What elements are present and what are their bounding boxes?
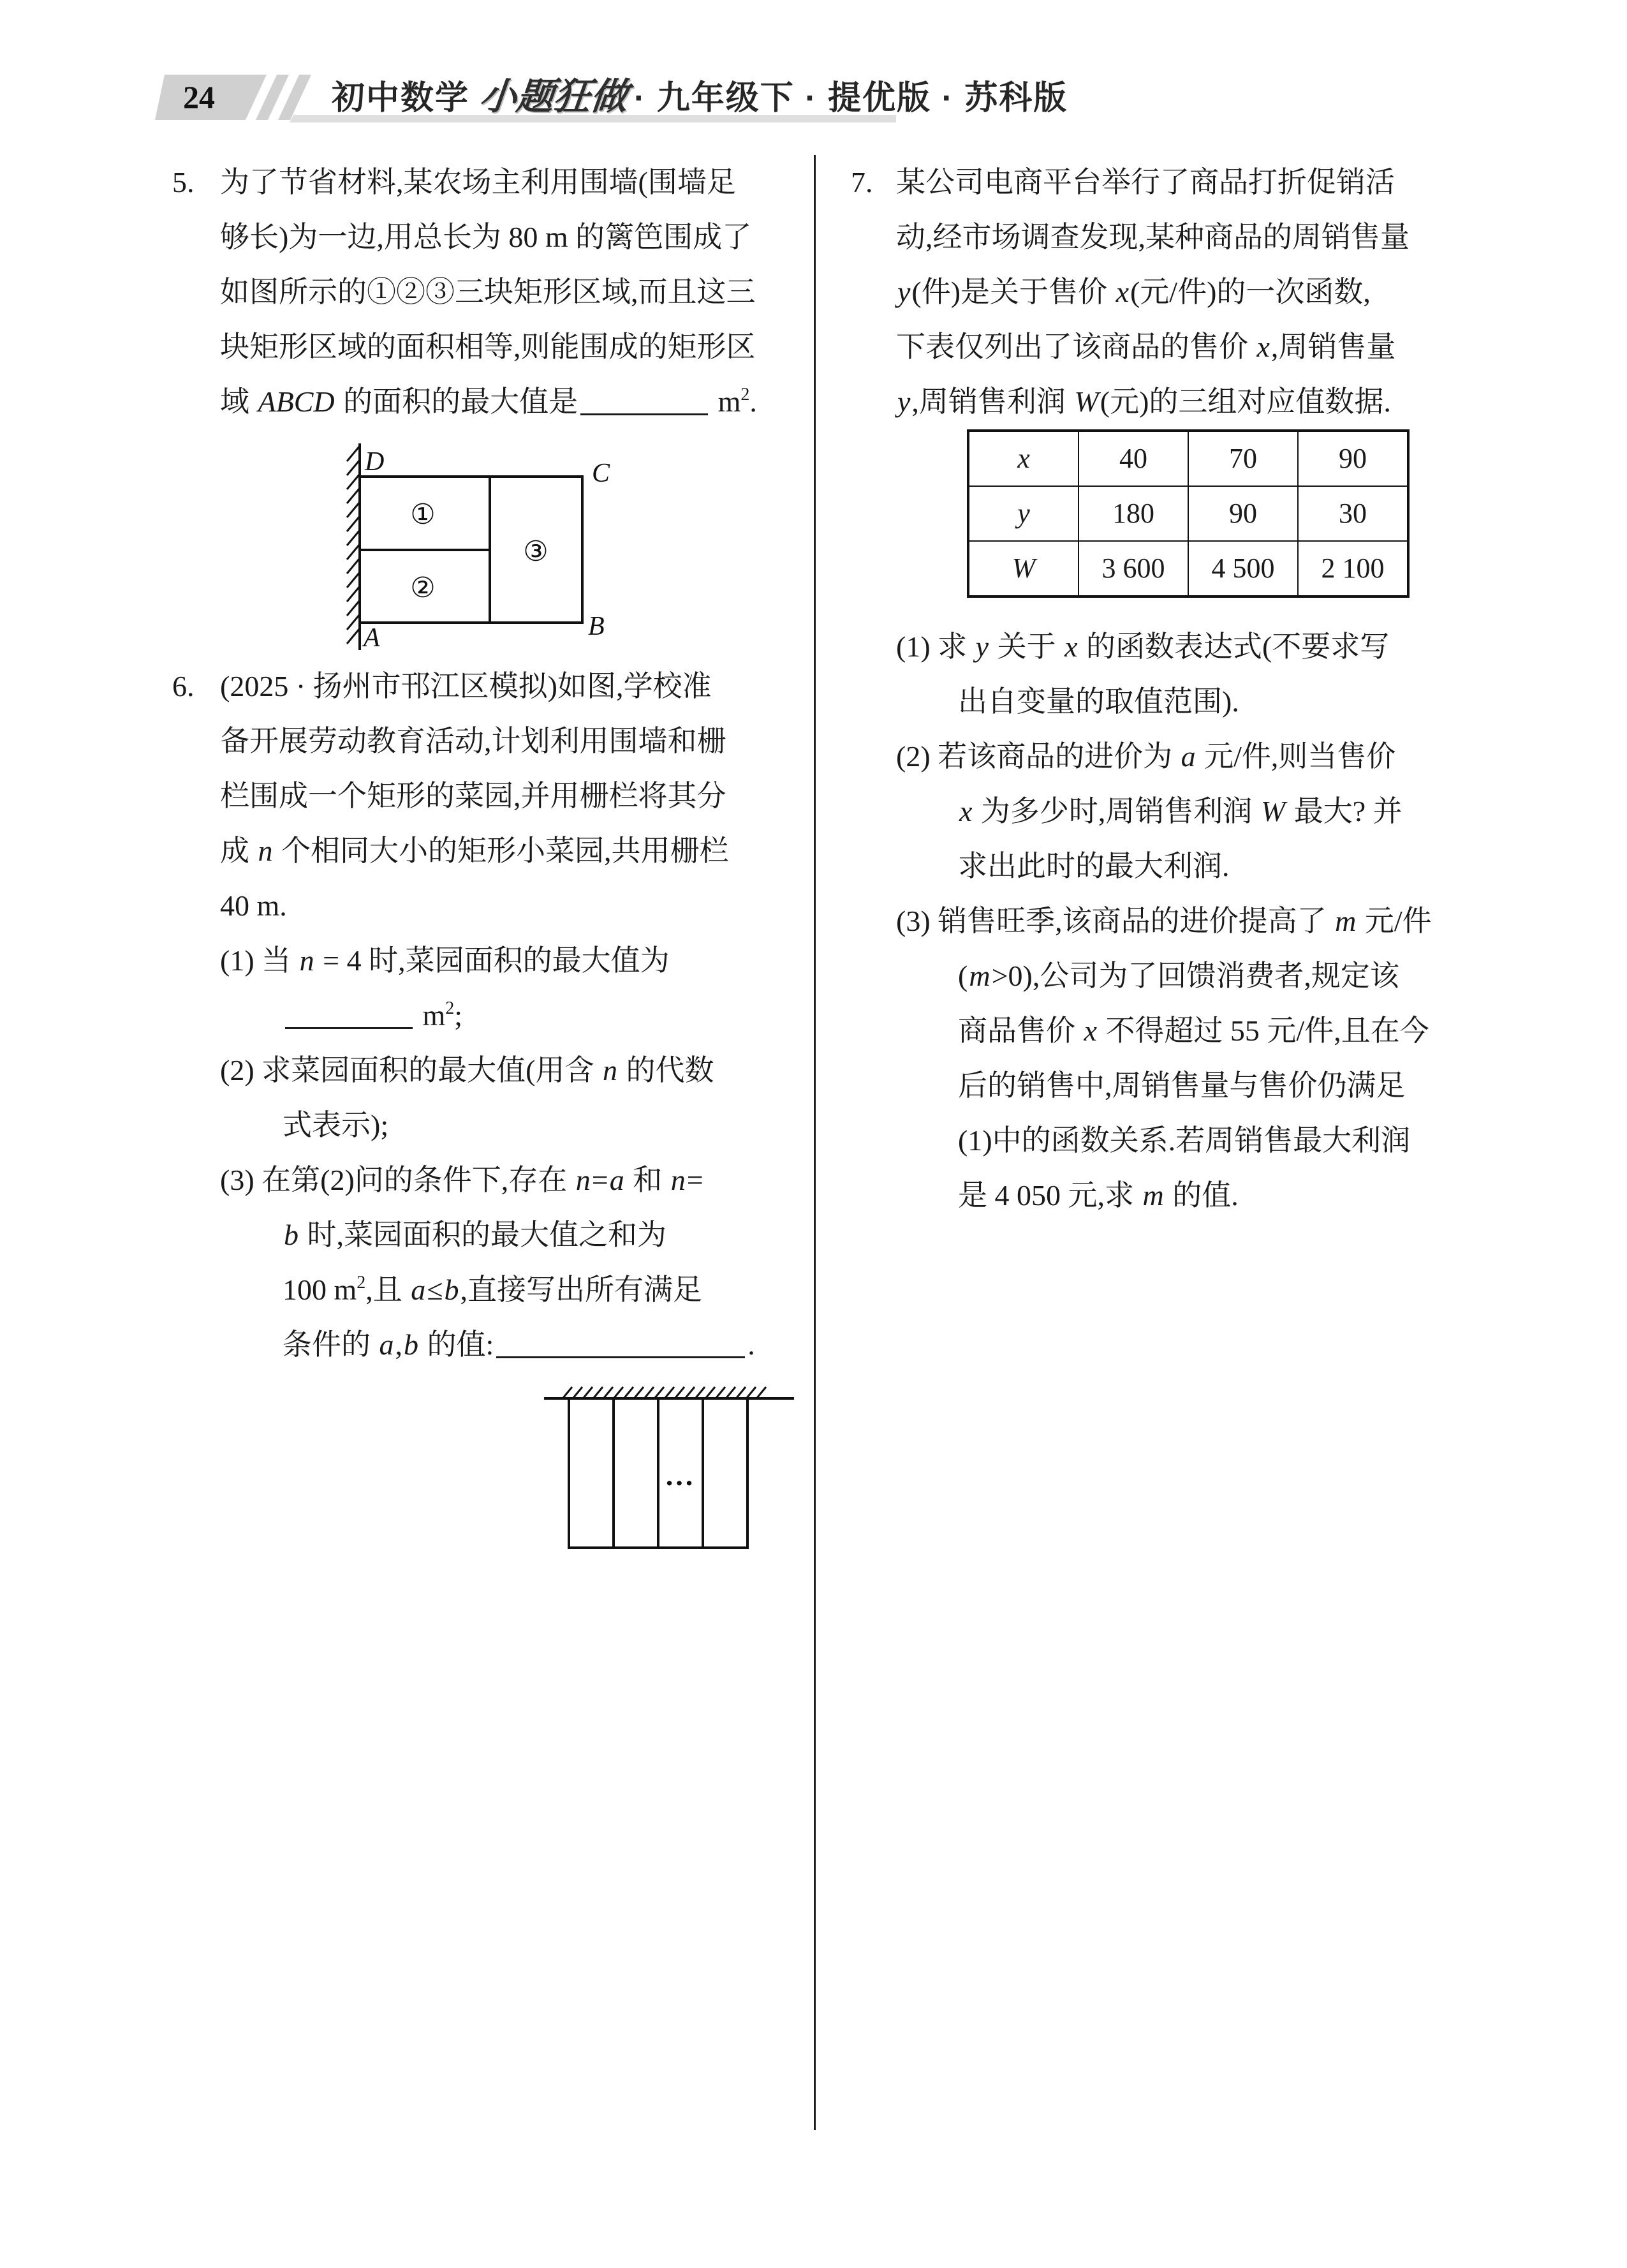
book-title — [332, 73, 1068, 121]
math-variable: m — [1142, 1179, 1164, 1212]
math-variable: m — [1335, 905, 1357, 937]
math-variable: a — [609, 1164, 624, 1196]
region-label-3: ③ — [523, 535, 548, 568]
math-variable: x — [1084, 1014, 1097, 1047]
math-variable: n — [258, 834, 273, 867]
vertex-label-c: C — [592, 459, 610, 488]
text-line: 是 4 050 元,求 m 的值. — [958, 1179, 1239, 1212]
table-cell: 30 — [1298, 486, 1408, 541]
math-variable: x — [1115, 276, 1129, 308]
text-line: 商品售价 x 不得超过 55 元/件,且在今 — [958, 1014, 1429, 1047]
math-variable: n — [299, 944, 314, 977]
text-line: (3) 销售旺季,该商品的进价提高了 m 元/件 — [896, 905, 1432, 937]
table-cell: 40 — [1079, 431, 1188, 486]
text-line: y,周销售利润 W(元)的三组对应值数据. — [897, 385, 1391, 418]
problem-5 — [159, 155, 804, 429]
text-line: 100 $m^2$,且 a≤b,直接写出所有满足 — [283, 1273, 703, 1306]
text-line: (1) 求 y 关于 x 的函数表达式(不要求写 — [896, 630, 1390, 663]
text-line: 栏围成一个矩形的菜园,并用栅栏将其分 — [220, 780, 726, 812]
table-cell: 180 — [1079, 486, 1188, 541]
table-row-header: x — [968, 431, 1079, 486]
text-line: (m>0),公司为了回馈消费者,规定该 — [958, 960, 1399, 992]
text-line: 条件的 a,b 的值: . — [283, 1328, 755, 1361]
text-line: $m^2$; — [159, 988, 804, 1043]
wall-hatching — [347, 446, 360, 644]
page-number: 24 — [183, 79, 215, 115]
ellipsis-label: … — [665, 1459, 696, 1492]
text-line: 如图所示的①②③三块矩形区域,而且这三 — [220, 276, 756, 308]
math-variable: n — [575, 1164, 591, 1196]
table-cell: 4 500 — [1188, 541, 1298, 597]
left-column — [159, 155, 804, 1550]
answer-blank — [285, 1021, 413, 1029]
text-line: 块矩形区域的面积相等,则能围成的矩形区 — [220, 330, 756, 363]
book-title-prefix: 初中数学 — [332, 80, 470, 117]
text-line: (1)中的函数关系.若周销售最大利润 — [958, 1124, 1411, 1157]
text-line: 下表仅列出了该商品的售价 x,周销售量 — [896, 330, 1396, 363]
text-line: 式表示); — [283, 1109, 389, 1141]
table-row — [968, 541, 1408, 597]
table-cell: 3 600 — [1079, 541, 1188, 597]
table-row-header: W — [968, 541, 1079, 597]
text-line: 域 ABCD 的面积的最大值是 $m^2$. — [220, 385, 757, 418]
text-line: 备开展劳动教育活动,计划利用围墙和栅 — [220, 725, 726, 757]
math-variable: n — [670, 1164, 686, 1196]
text-line: 求出此时的最大利润. — [958, 850, 1230, 882]
answer-blank — [496, 1350, 745, 1358]
region-label-2: ② — [410, 572, 436, 604]
math-variable: x — [1064, 630, 1078, 663]
math-variable: b — [444, 1273, 459, 1306]
problem-5-number: 5. — [172, 166, 195, 198]
table-cell: 70 — [1188, 431, 1298, 486]
text-line: 出自变量的取值范围). — [958, 685, 1239, 718]
table-cell: 90 — [1188, 486, 1298, 541]
problem-5-text — [159, 155, 804, 429]
superscript: 2 — [740, 385, 750, 404]
text-line: y(件)是关于售价 x(元/件)的一次函数, — [897, 276, 1371, 308]
table-cell: 90 — [1298, 431, 1408, 486]
figure-problem5-wall-rectangles — [338, 442, 625, 659]
math-variable: y — [897, 276, 911, 308]
math-variable: W — [1074, 385, 1099, 418]
text-line: (2) 若该商品的进价为 a 元/件,则当售价 — [896, 740, 1396, 773]
problem-6-number: 6. — [172, 670, 195, 702]
book-title-suffix: · 九年级下 · 提优版 · 苏科版 — [634, 80, 1068, 117]
problem-6 — [159, 659, 804, 1372]
vertex-label-b: B — [588, 612, 605, 641]
table-row — [968, 431, 1408, 486]
vertex-label-d: D — [365, 447, 385, 477]
problem-6-text — [159, 659, 804, 1372]
text-line: 40 m. — [220, 889, 287, 922]
math-variable: ABCD — [258, 385, 335, 418]
math-variable: x — [1256, 330, 1270, 363]
problem-7 — [848, 155, 1486, 429]
text-line: (2) 求菜园面积的最大值(用含 n 的代数 — [220, 1054, 714, 1086]
math-variable: a — [1181, 740, 1196, 773]
text-line: 某公司电商平台举行了商品打折促销活 — [896, 166, 1395, 198]
text-line: (1) 当 n = 4 时,菜园面积的最大值为 — [220, 944, 670, 977]
region-label-1: ① — [410, 498, 436, 531]
math-variable: y — [897, 385, 911, 418]
wall-hatching — [563, 1387, 766, 1398]
math-variable: b — [404, 1328, 418, 1361]
text-line: (3) 在第(2)问的条件下,存在 n=a 和 n= — [220, 1164, 703, 1196]
math-variable: m — [969, 960, 990, 992]
text-line: 够长)为一边,用总长为 80 m 的篱笆围成了 — [220, 221, 752, 253]
text-line: 后的销售中,周销售量与售价仍满足 — [958, 1069, 1406, 1102]
text-line: 成 n 个相同大小的矩形小菜园,共用栅栏 — [220, 834, 729, 867]
right-column — [848, 155, 1486, 1223]
superscript: 2 — [445, 998, 455, 1018]
superscript: 2 — [357, 1273, 366, 1293]
math-variable: a — [411, 1273, 426, 1306]
text-line: 为了节省材料,某农场主利用围墙(围墙足 — [220, 166, 736, 198]
text-line: x 为多少时,周销售利润 W 最大? 并 — [959, 795, 1402, 827]
values-table — [967, 429, 1410, 598]
book-logo: 小题狂做 — [477, 76, 630, 117]
math-variable: a — [379, 1328, 394, 1361]
math-variable: W — [1260, 795, 1286, 827]
figure-problem6-garden-strips — [539, 1384, 807, 1550]
problem-7-number: 7. — [851, 166, 873, 198]
problem-7-text — [848, 155, 1486, 429]
text-line: (2025 · 扬州市邗江区模拟)如图,学校准 — [220, 670, 712, 702]
math-variable: x — [959, 795, 973, 827]
text-line: b 时,菜园面积的最大值之和为 — [284, 1219, 666, 1251]
math-variable: n — [602, 1054, 617, 1086]
vertex-label-a: A — [364, 623, 380, 653]
table-row — [968, 486, 1408, 541]
math-variable: b — [284, 1219, 298, 1251]
problem-7-subquestions — [848, 619, 1486, 1223]
table-row-header: y — [968, 486, 1079, 541]
math-variable: y — [975, 630, 989, 663]
column-divider — [814, 155, 816, 2130]
table-cell: 2 100 — [1298, 541, 1408, 597]
answer-blank — [580, 407, 708, 415]
text-line: 动,经市场调查发现,某种商品的周销售量 — [896, 221, 1410, 253]
